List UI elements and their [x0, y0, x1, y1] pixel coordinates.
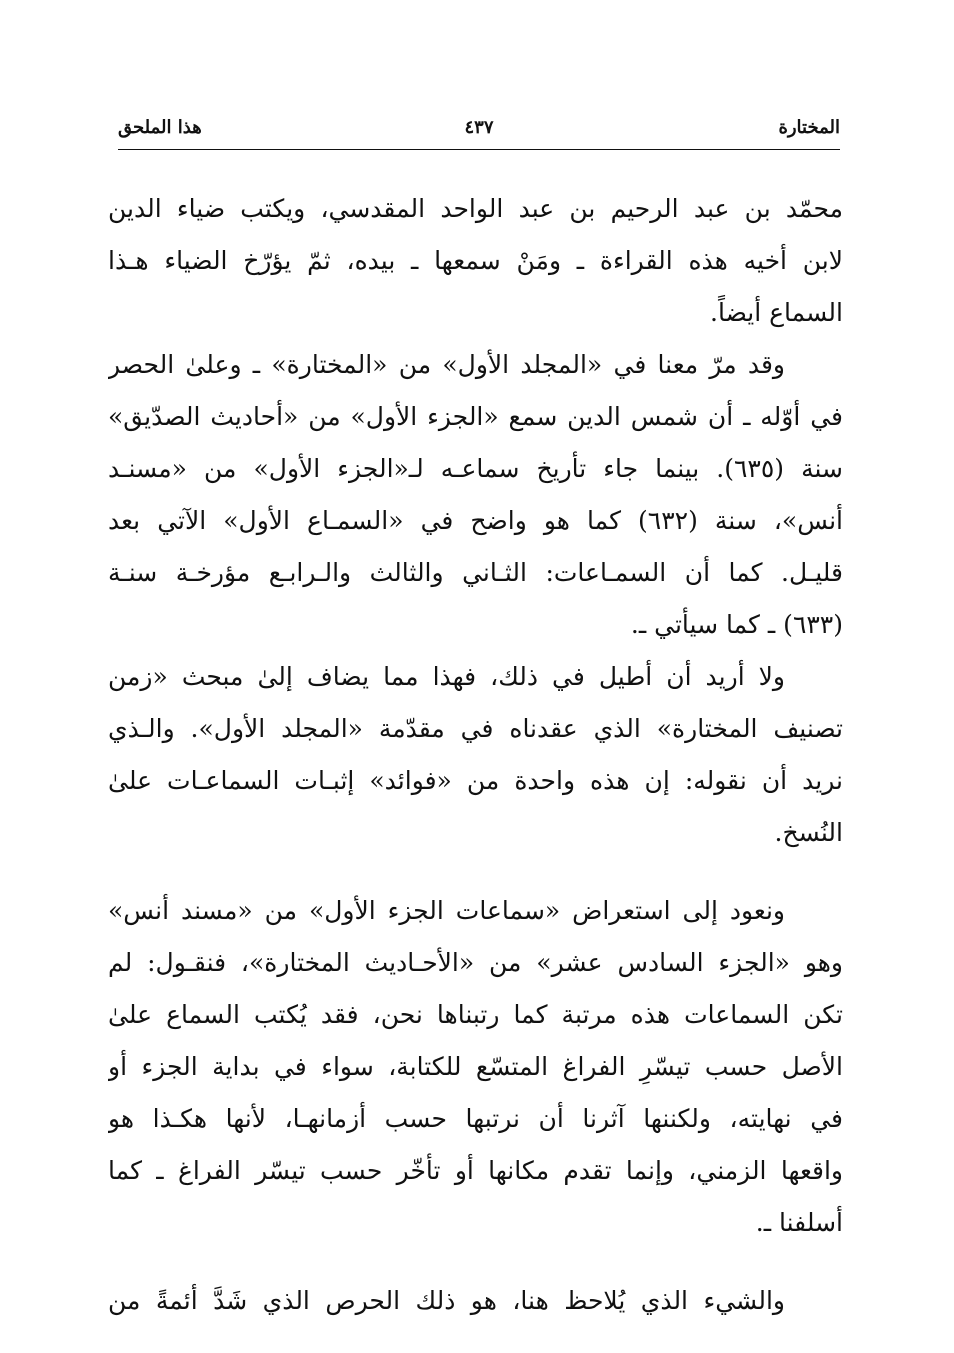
- paragraph-gap: [108, 859, 843, 885]
- paragraph: [108, 183, 843, 339]
- body-text: [108, 183, 843, 1327]
- text-line: ونعود إلى استعراض «سماعات الجزء الأول» من «مسند أنس»: [108, 896, 785, 925]
- header-rule: [118, 149, 840, 150]
- paragraph: [108, 339, 843, 651]
- text-line: سنة (٦٣٥). بينما جاء تأريخ سماعـه لـ«الجزء الأول» من «مسنـد: [108, 454, 843, 483]
- text-line: والشيء الذي يُلاحظ هنا، هو ذلك الحرص الذي شَدَّ أئمةً من: [108, 1286, 785, 1315]
- text-line: تصنيف المختارة» الذي عقدناه في مقدّمة «المجلد الأول». والـذي: [108, 714, 843, 743]
- text-line: نريد أن نقوله: إن هذه واحدة من «فوائد» إثبـات السماعـات علىٰ: [108, 766, 843, 795]
- text-line: السماع أيضاً.: [710, 298, 843, 327]
- text-line: الأصل حسب تيسّرِ الفراغ المتسّع للكتابة، سواء في بداية الجزء أو: [108, 1052, 843, 1081]
- text-line: تكن السماعات هذه مرتبة كما رتبناها نحن، فقد يُكتب السماع علىٰ: [108, 1000, 843, 1029]
- text-line: قليـل. كما أن السمـاعات: الثـاني والثالث والـرابـع مؤرخـة سنـة: [108, 558, 843, 587]
- paragraph: [108, 651, 843, 859]
- page-number: ٤٣٧: [464, 117, 494, 138]
- text-line: في أوّله ـ أن شمس الدين سمع «الجزء الأول» من «أحاديث الصدّيق»: [108, 402, 843, 431]
- running-head: [118, 112, 840, 146]
- text-line: ولا أريد أن أطيل في ذلك، فهذا مما يضاف إلىٰ مبحث «زمن: [108, 662, 785, 691]
- text-line: وهو «الجزء السادس عشر» من «الأحـاديث المختارة»، فنقـول: لم: [108, 948, 843, 977]
- paragraph: [108, 885, 843, 1249]
- text-line: وقد مرّ معنا في «المجلد الأول» من «المختارة» ـ وعلىٰ الحصر: [108, 350, 785, 379]
- text-line: أنس»، سنة (٦٣٢) كما هو واضح في «السمـاع الأول» الآتي بعد: [108, 506, 843, 535]
- running-head-section-title: هذا الملحق: [118, 117, 202, 138]
- text-line: واقعها الزمني، وإنما تقدم مكانها أو تأخّر حسب تيسّر الفراغ ـ كما: [108, 1156, 843, 1185]
- text-line: محمّد بن عبد الرحيم بن عبد الواحد المقدسي، ويكتب ضياء الدين: [108, 194, 843, 223]
- text-line: أسلفنا ـ.: [755, 1208, 843, 1237]
- text-line: النُسخ.: [774, 818, 843, 847]
- text-line: (٦٣٣) ـ كما سيأتي ـ.: [630, 610, 843, 639]
- paragraph: [108, 1275, 843, 1327]
- text-line: في نهايته، ولكننها آثرنا أن نرتبها حسب أزمانهـا، لأنها هكـذا هو: [108, 1104, 843, 1133]
- text-line: لابن أخيه هذه القراءة ـ ومَنْ سمعها ـ بيده، ثمّ يؤرّخ الضياء هـذا: [108, 246, 843, 275]
- running-head-book-title: المختارة: [778, 117, 840, 138]
- paragraph-gap: [108, 1249, 843, 1275]
